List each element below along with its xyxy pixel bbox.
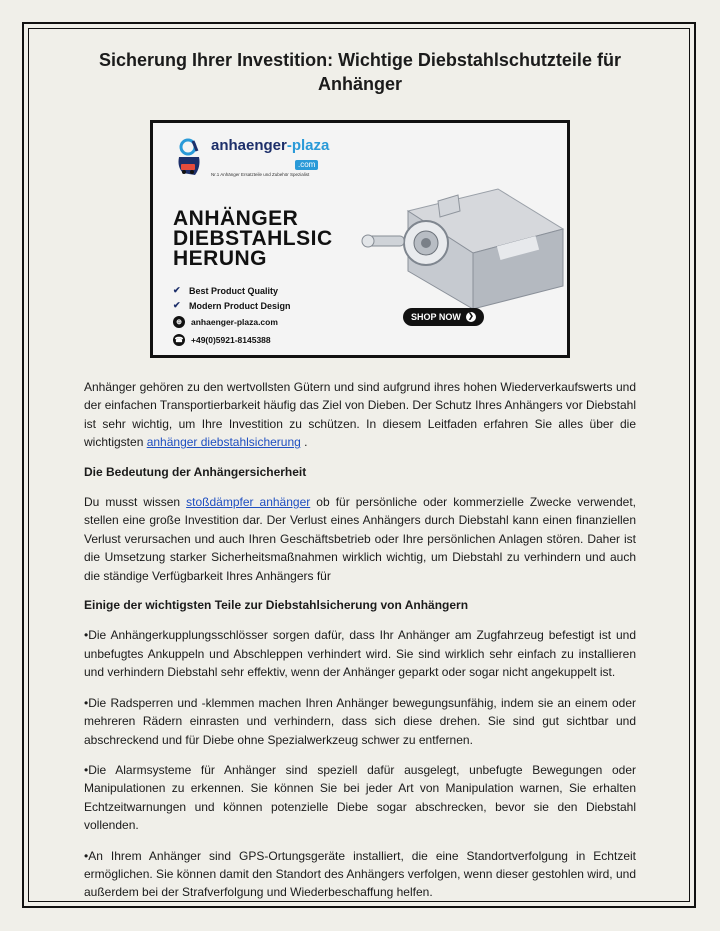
hitch-lock-product-image xyxy=(348,181,568,311)
headline-line-1: ANHÄNGER xyxy=(173,207,299,230)
bullet-paragraph: •Die Radsperren und -klemmen machen Ihren Anhänger bewegungsunfähig, indem sie an einem oder mehreren Rädern einrasten und verhindern, dass sich diese drehen. Sie sind gut sichtbar und abschreckend und für Diebe ohne Spezialwerkzeug schwer zu entfernen. xyxy=(84,695,636,747)
shop-now-label: SHOP NOW xyxy=(411,312,461,322)
bullet-paragraph: •Die Anhängerkupplungsschlösser sorgen dafür, dass Ihr Anhänger am Zugfahrzeug befestigt ist und unbefugtes Ankuppeln und Abschleppen verhindert wird. Sie sind wirklich sehr einfach zu installieren und verhindern Diebstahl sehr effektiv, wenn der Anhänger geparkt oder sogar nicht angekuppelt ist. xyxy=(84,628,636,680)
logo-domain-badge: .com xyxy=(295,160,318,170)
feature-label: Best Product Quality xyxy=(189,285,279,296)
logo-name-part-1: anhaenger xyxy=(211,137,287,154)
bullet-paragraph: •Die Alarmsysteme für Anhänger sind speziell dafür ausgelegt, unbefugte Bewegungen oder Manipulationen zu erkennen. Sie können Sie bei jeder Art von Manipulation warnen, Sie erhalten Echtzeitwarnungen und können potenzielle Diebe sogar abschrecken, bevor sie den Diebstahl vollenden. xyxy=(84,762,636,833)
phone-label: +49(0)5921-8145388 xyxy=(191,335,271,345)
headline-line-3: HERUNG xyxy=(173,247,268,270)
check-icon: ✔ xyxy=(173,300,181,310)
logo-name-part-2: -plaza xyxy=(286,137,330,154)
intro-text: Anhänger gehören zu den wertvollsten Gütern und sind aufgrund ihres hohen Wiederverkaufswerts und der einfachen Transportierbarkeit häufig das Ziel von Dieben. Der Schutz Ihres Anhängers vor Diebstahl ist sehr wichtig, um Ihre Investition zu schützen. In diesem Leitfaden erfahren Sie alles über die wichtigsten xyxy=(84,380,636,450)
section-1-text: Du musst wissen xyxy=(84,495,187,510)
website-contact xyxy=(173,313,291,331)
globe-icon: ⊕ xyxy=(173,316,185,328)
website-label: anhaenger-plaza.com xyxy=(191,317,278,327)
section-1-text-cont: ob für persönliche oder kommerzielle Zwecke verwendet, stellen eine große Investition dar. Der Verlust eines Anhängers durch Diebstahl kann einen finanziellen Verlust verursachen und auch Ihren Geschäftsbetrieb oder Ihre persönlichen Anlagen stören. Daher ist die Umsetzung starker Sicherheitsmaßnahmen wirklich wichtig, um Diebstahl zu verhindern und auch die ständige Verfügbarkeit Ihres Anhängers für xyxy=(84,495,637,583)
headline-line-2: DIEBSTAHLSIC xyxy=(173,227,333,250)
section-heading-2: Einige der wichtigsten Teile zur Diebstahlsicherung von Anhängern xyxy=(84,598,469,613)
shop-now-button[interactable] xyxy=(403,308,484,326)
feature-item xyxy=(173,298,291,313)
intro-paragraph xyxy=(84,378,636,452)
stossdaempfer-anhaenger-link[interactable]: stoßdämpfer anhänger xyxy=(186,495,311,510)
feature-label: Modern Product Design xyxy=(189,300,291,311)
logo-tagline: Nr.1 Anhänger Ersatzteile und Zubehör Spezialist xyxy=(211,172,310,177)
brand-logo xyxy=(175,137,329,179)
intro-text-end: . xyxy=(300,435,308,450)
anhaenger-diebstahlsicherung-link[interactable]: anhänger diebstahlsicherung xyxy=(146,435,301,450)
feature-list xyxy=(173,283,291,349)
arrow-right-icon: ❯ xyxy=(466,312,476,322)
section-heading-1: Die Bedeutung der Anhängersicherheit xyxy=(84,464,307,479)
ok-hand-logo-icon xyxy=(175,137,205,179)
phone-icon: ☎ xyxy=(173,334,185,346)
banner-headline xyxy=(173,209,333,269)
bullet-paragraph: •An Ihrem Anhänger sind GPS-Ortungsgeräte installiert, die eine Standortverfolgung in Echtzeit ermöglichen. Sie können damit den Standort des Anhängers verfolgen, wenn dieser gestohlen wird, und außerdem bei der Strafverfolgung und Wiederbeschaffung helfen. xyxy=(84,848,636,900)
promo-banner[interactable] xyxy=(150,120,570,358)
feature-item xyxy=(173,283,291,298)
phone-contact xyxy=(173,331,291,349)
page-title: Sicherung Ihrer Investition: Wichtige Diebstahlschutzteile für Anhänger xyxy=(99,50,621,94)
check-icon: ✔ xyxy=(173,285,181,295)
section-1-paragraph xyxy=(84,493,636,585)
document-page xyxy=(84,48,636,902)
